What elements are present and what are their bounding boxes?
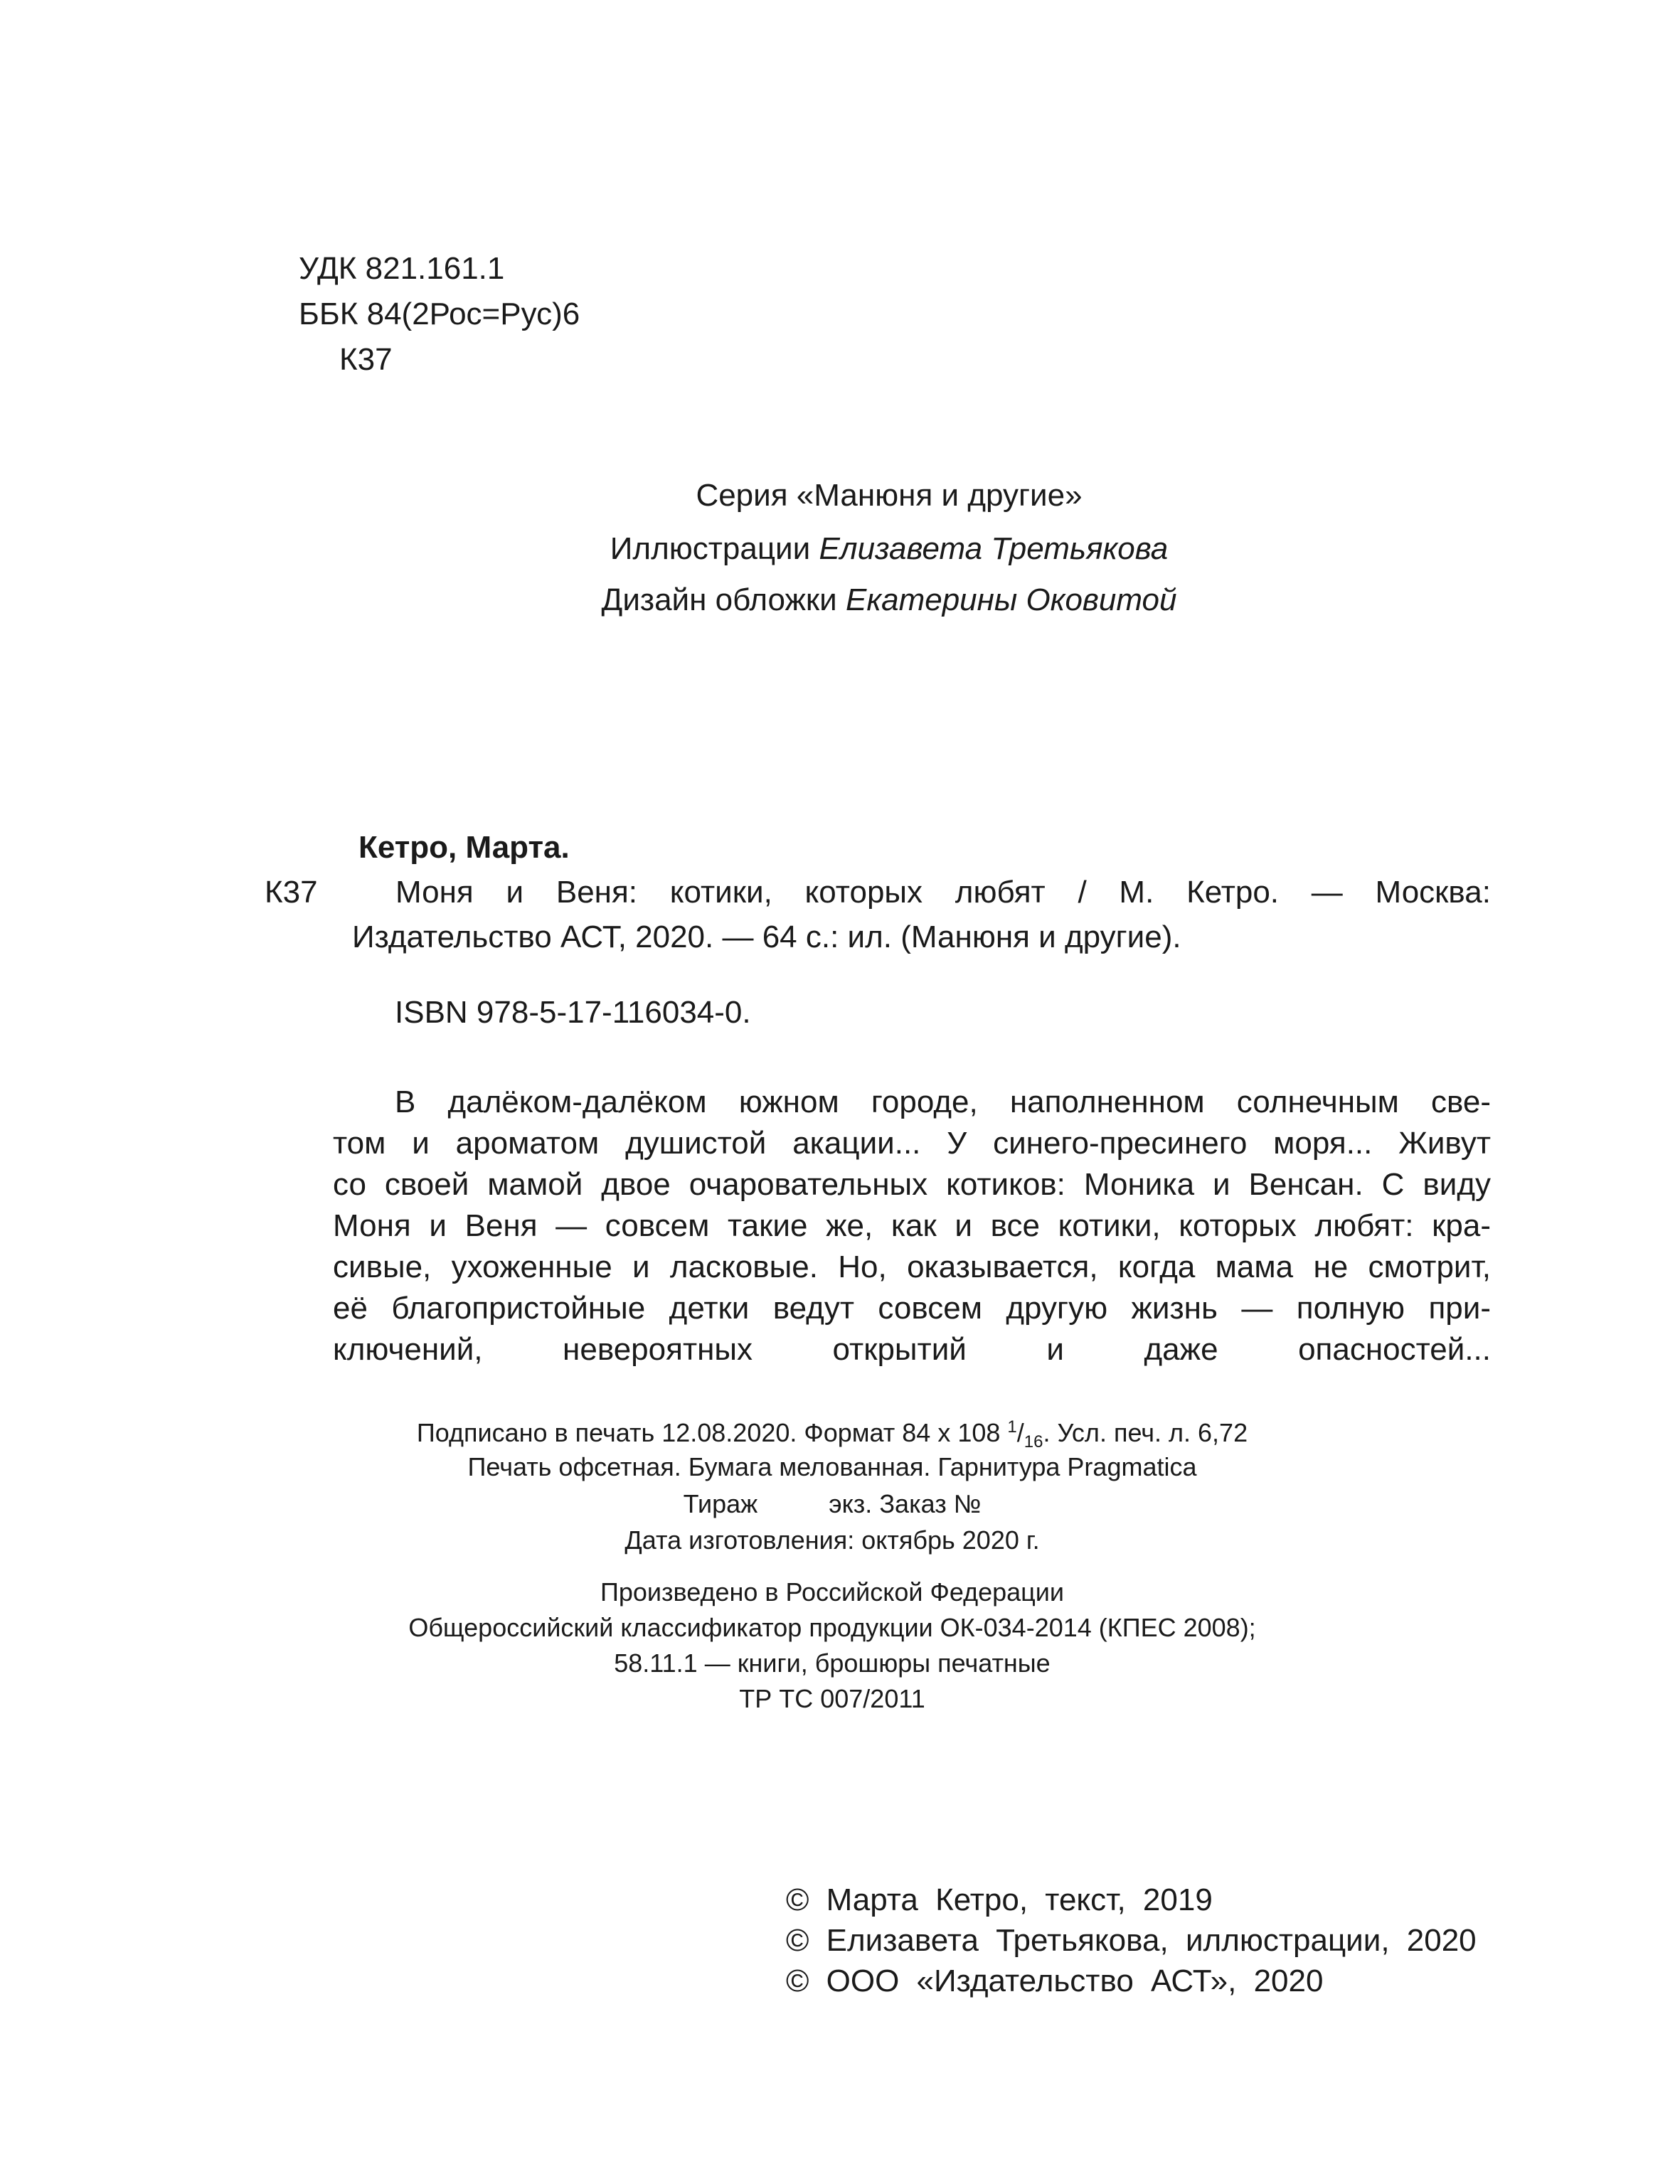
annotation-line: ключений, невероятных открытий и даже опасностей... [333,1332,1491,1367]
illustrator-name: Елизавета Третьякова [819,531,1169,566]
manufacture-date: Дата изготовления: октябрь 2020 г. [624,1525,1040,1555]
print-signed-line [313,1419,1351,1451]
format-fraction-denominator: 16 [1024,1432,1043,1452]
country-of-origin: Произведено в Российской Федерации [600,1577,1064,1607]
author-heading: Кетро, Марта. [358,830,570,865]
series-label: Серия [696,478,788,513]
illustrations-credit [569,533,1209,565]
cover-design-label: Дизайн обложки [601,582,837,617]
format-fraction-numerator: 1 [1007,1417,1017,1437]
author-mark-top: К37 [339,342,393,377]
print-type-line: Печать офсетная. Бумага мелованная. Гарнитура Pragmatica [467,1452,1197,1481]
copyright-publisher: © ООО «Издательство АСТ», 2020 [786,1964,1324,1998]
series-name: «Манюня и другие» [796,478,1083,513]
print-run-line [313,1491,1351,1517]
format-fraction-slash: / [1016,1418,1024,1447]
title-line: Моня и Веня: котики, которых любят / М. Кетро. — Москва: [395,875,1491,910]
cover-designer-name: Екатерины Оковитой [845,582,1177,617]
product-classifier: Общероссийский классификатор продукции ОК-034-2014 (КПЕС 2008); [408,1613,1256,1642]
author-mark: К37 [265,875,318,910]
print-sheets-text: . Усл. печ. л. 6,72 [1043,1418,1248,1447]
annotation-line: со своей мамой двое очаровательных котиков: Моника и Венсан. С виду [333,1167,1491,1202]
udk-code: УДК 821.161.1 [299,251,505,286]
isbn: ISBN 978-5-17-116034-0. [395,995,751,1030]
annotation-line: В далёком-далёком южном городе, наполненном солнечным све- [395,1085,1491,1119]
copyright-text: © Марта Кетро, текст, 2019 [786,1882,1213,1917]
annotation-line: том и ароматом душистой акации... У синего-пресинего моря... Живут [333,1126,1491,1161]
product-category: 58.11.1 — книги, брошюры печатные [614,1648,1051,1678]
copyright-illustrations: © Елизавета Третьякова, иллюстрации, 2020 [786,1923,1477,1958]
order-number-label: экз. Заказ № [829,1489,982,1518]
annotation-line: Моня и Веня — совсем такие же, как и все котики, которых любят: кра- [333,1208,1491,1243]
print-run-label: Тираж [683,1489,758,1518]
annotation-line: её благопристойные детки ведут совсем другую жизнь — полную при- [333,1291,1491,1326]
bbk-code: ББК 84(2Рос=Рус)6 [299,297,580,331]
cover-design-credit [569,582,1209,617]
technical-regulation: ТР ТС 007/2011 [739,1684,925,1713]
illustrations-label: Иллюстрации [610,531,811,566]
imprint-line: Издательство АСТ, 2020. — 64 с.: ил. (Манюня и другие). [352,920,1181,954]
print-signed-text: Подписано в печать 12.08.2020. Формат 84 x 108 [416,1418,1008,1447]
series-credit [569,480,1209,511]
annotation-line: сивые, ухоженные и ласковые. Но, оказывается, когда мама не смотрит, [333,1250,1491,1284]
